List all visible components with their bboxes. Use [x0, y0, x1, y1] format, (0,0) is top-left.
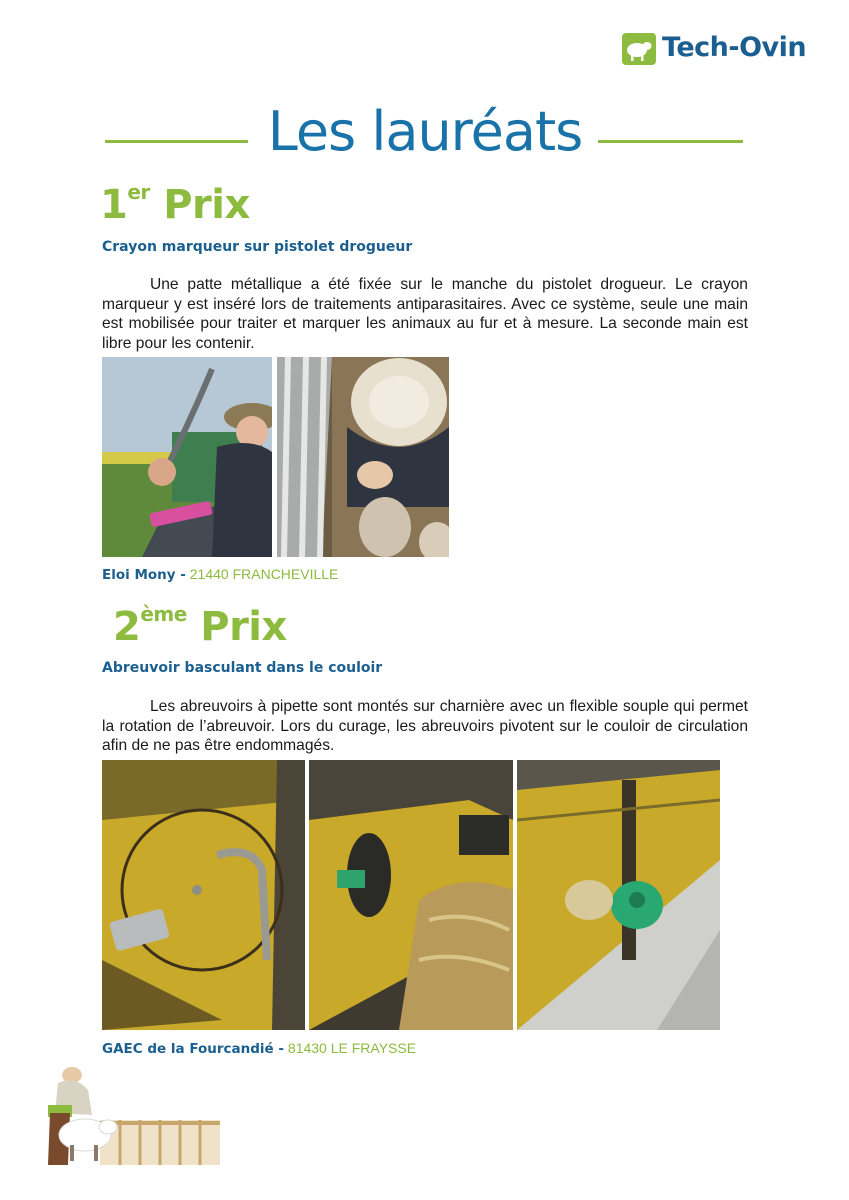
title-rule-left	[105, 140, 248, 143]
title-rule-right	[598, 140, 743, 143]
prize-1-photo-2	[277, 357, 449, 557]
prize-2-project: Abreuvoir basculant dans le couloir	[102, 660, 383, 676]
prize-1-project: Crayon marqueur sur pistolet drogueur	[102, 239, 413, 255]
brand-name: Tech-Ovin	[662, 32, 807, 63]
prize-1-location: 21440 FRANCHEVILLE	[189, 566, 339, 582]
page-title: Les lauréats	[267, 100, 583, 163]
prize-2-photo-3	[517, 760, 720, 1030]
prize-2-photo-1	[102, 760, 305, 1030]
prize-2-photo-2	[309, 760, 513, 1030]
prize-1-winner: Eloi Mony -	[102, 567, 186, 583]
prize-2-credit	[102, 1040, 416, 1057]
prize-1-credit	[102, 566, 338, 583]
prize-1-description: Une patte métallique a été fixée sur le manche du pistolet drogueur. Le crayon marqueur y est inséré lors de traitements antiparasitaires. Avec ce système, seule une main est mobilisée pour traiter et marquer les animaux au fur et à mesure. La seconde main est libre pour les contenir.	[102, 276, 748, 352]
sheep-logo-icon	[622, 33, 656, 65]
prize-2-location: 81430 LE FRAYSSE	[287, 1040, 417, 1056]
prize-1-heading: 1er Prix	[100, 180, 250, 228]
prize-2-winner: GAEC de la Fourcandié -	[102, 1041, 285, 1057]
farmer-sheep-illustration	[30, 1065, 225, 1170]
brand-logo	[622, 30, 822, 70]
prize-2-heading: 2ème Prix	[113, 602, 287, 650]
prize-2-description: Les abreuvoirs à pipette sont montés sur charnière avec un flexible souple qui permet la rotation de l’abreuvoir. Lors du curage, les abreuvoirs pivotent sur le couloir de circulation afin de ne pas être endommagés.	[102, 698, 748, 754]
prize-1-photo-1	[102, 357, 272, 557]
